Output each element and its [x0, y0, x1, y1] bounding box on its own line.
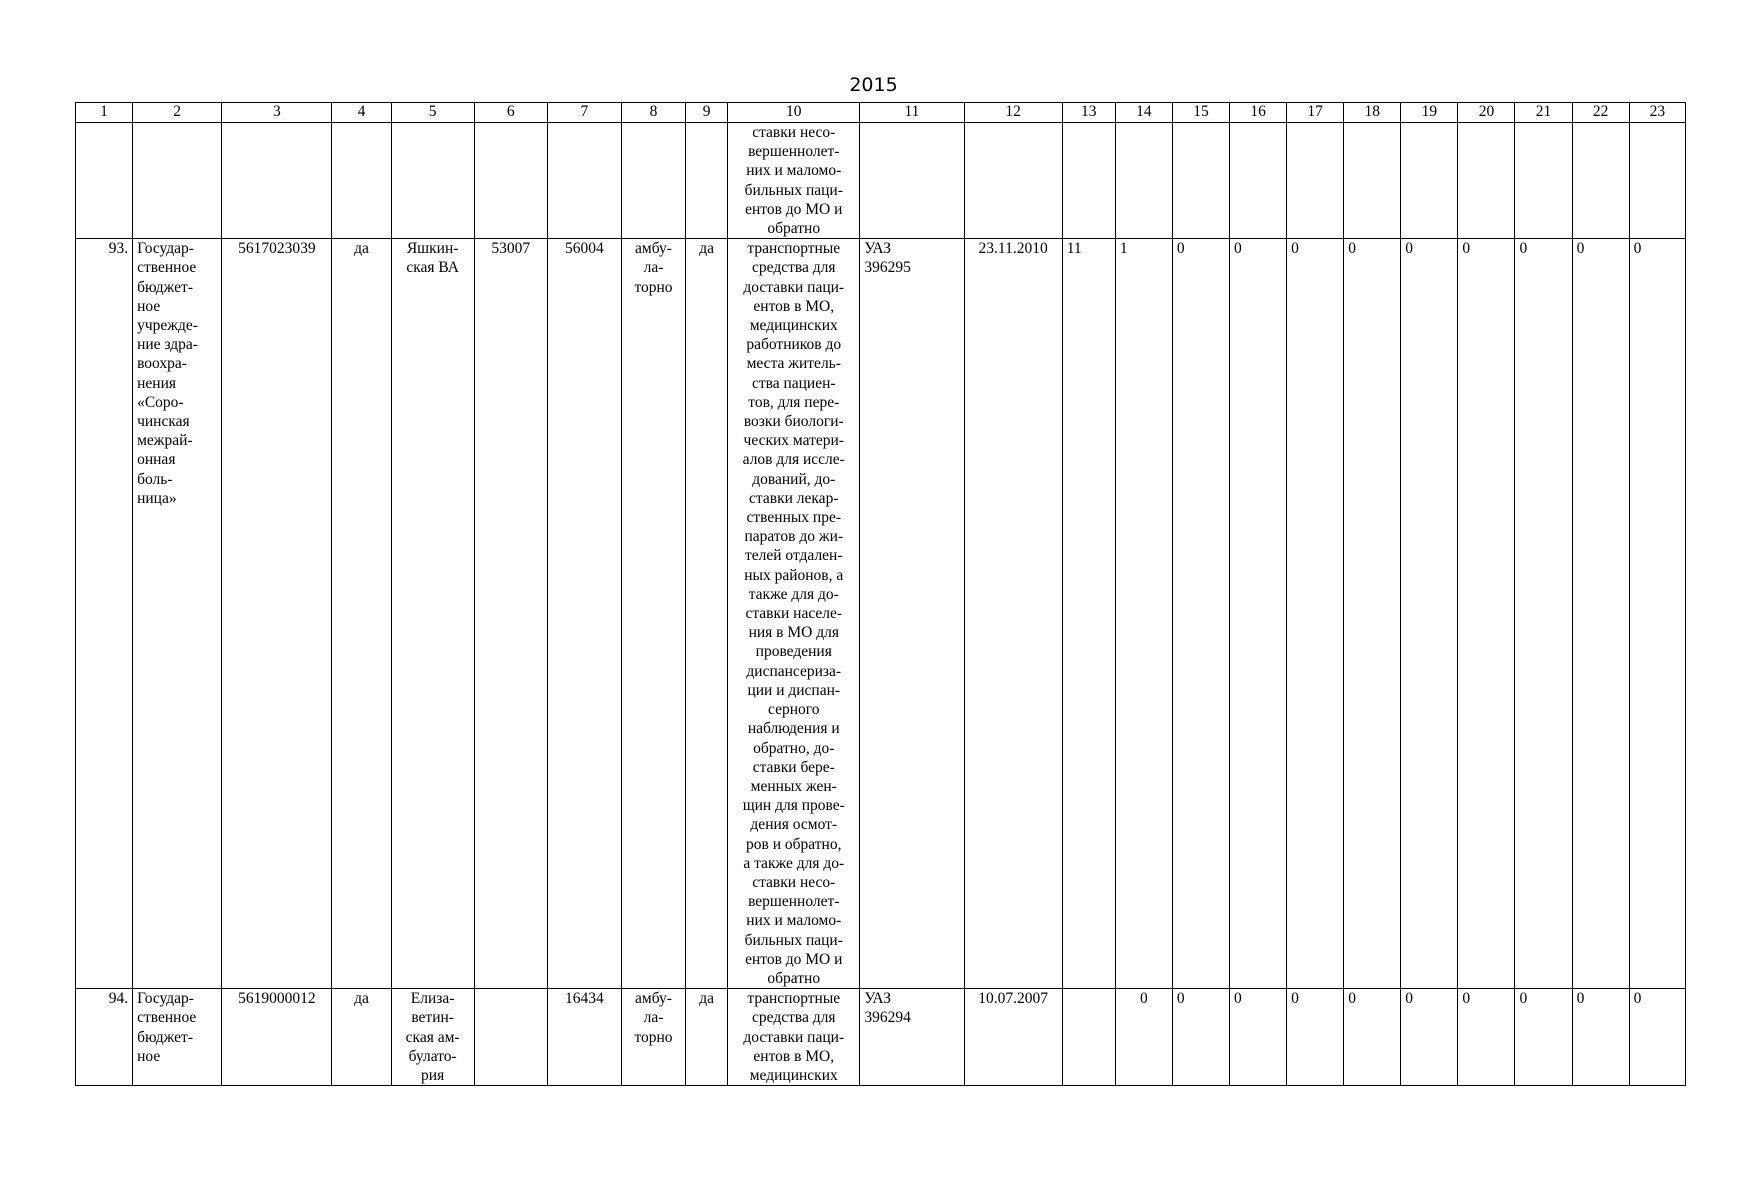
- table-row: [76, 989, 1686, 1086]
- vehicle-register-table: [75, 102, 1686, 1086]
- table-cell: [1115, 123, 1172, 239]
- value-cell: 0: [1287, 239, 1344, 989]
- value-cell: 0: [1629, 239, 1685, 989]
- value-cell: 0: [1172, 989, 1229, 1086]
- column-header: 11: [860, 103, 964, 123]
- value-cell: 0: [1230, 239, 1287, 989]
- table-cell: [1572, 123, 1629, 239]
- continuation-row: [76, 123, 1686, 239]
- value-cell: 0: [1572, 239, 1629, 989]
- table-cell: [1287, 123, 1344, 239]
- flag-cell: да: [686, 239, 728, 989]
- value-cell: 0: [1515, 989, 1572, 1086]
- column-header: 10: [728, 103, 860, 123]
- inn-cell: 5619000012: [222, 989, 332, 1086]
- value-cell: 0: [1629, 989, 1685, 1086]
- table-cell: [1515, 123, 1572, 239]
- table-cell: [76, 123, 133, 239]
- table-cell: [1629, 123, 1685, 239]
- value-cell: 1: [1115, 239, 1172, 989]
- value-cell: 0: [1287, 989, 1344, 1086]
- row-number: 93.: [76, 239, 133, 989]
- table-cell: [133, 123, 222, 239]
- vehicle-cell: УАЗ 396294: [860, 989, 964, 1086]
- date-cell: 23.11.2010: [964, 239, 1062, 989]
- value-cell: 11: [1062, 239, 1115, 989]
- row-number: 94.: [76, 989, 133, 1086]
- column-header: 9: [686, 103, 728, 123]
- column-header: 8: [621, 103, 685, 123]
- care-type-cell: амбу- ла- торно: [621, 989, 685, 1086]
- column-header: 21: [1515, 103, 1572, 123]
- table-cell: [621, 123, 685, 239]
- vehicle-cell: УАЗ 396295: [860, 239, 964, 989]
- value-cell: 0: [1572, 989, 1629, 1086]
- care-type-cell: амбу- ла- торно: [621, 239, 685, 989]
- value-cell: 0: [1458, 239, 1515, 989]
- table-cell: [547, 123, 621, 239]
- value-cell: 0: [1230, 989, 1287, 1086]
- flag-cell: да: [332, 239, 391, 989]
- table-cell: [860, 123, 964, 239]
- code-cell: 53007: [474, 239, 547, 989]
- value-cell: 0: [1172, 239, 1229, 989]
- organization-cell: Государ- ственное бюджет- ное: [133, 989, 222, 1086]
- table-cell: [686, 123, 728, 239]
- table-cell: [1344, 123, 1401, 239]
- table-cell: [391, 123, 474, 239]
- value-cell: 0: [1344, 989, 1401, 1086]
- organization-cell: Государ- ственное бюджет- ное учрежде- ние здра- воохра- нения «Соро- чинская межрай- онная боль- ница»: [133, 239, 222, 989]
- table-cell: [1401, 123, 1458, 239]
- column-header: 2: [133, 103, 222, 123]
- table-cell: [964, 123, 1062, 239]
- table-cell: [474, 123, 547, 239]
- column-header: 14: [1115, 103, 1172, 123]
- column-header: 15: [1172, 103, 1229, 123]
- purpose-cell: ставки несо- вершеннолет- них и маломо- бильных паци- ентов до МО и обратно: [728, 123, 860, 239]
- code-cell: 56004: [547, 239, 621, 989]
- table-cell: [1458, 123, 1515, 239]
- value-cell: 0: [1515, 239, 1572, 989]
- column-header: 17: [1287, 103, 1344, 123]
- column-header: 16: [1230, 103, 1287, 123]
- column-header: 5: [391, 103, 474, 123]
- column-header: 22: [1572, 103, 1629, 123]
- column-header: 1: [76, 103, 133, 123]
- column-header: 4: [332, 103, 391, 123]
- flag-cell: да: [686, 989, 728, 1086]
- column-header: 20: [1458, 103, 1515, 123]
- table-cell: [1230, 123, 1287, 239]
- value-cell: 0: [1458, 989, 1515, 1086]
- value-cell: 0: [1115, 989, 1172, 1086]
- table-cell: [1172, 123, 1229, 239]
- column-header: 18: [1344, 103, 1401, 123]
- purpose-cell: транспортные средства для доставки паци- ентов в МО, медицинских работников до места житель- ства пациен- тов, для пере- возки биологи- ческих матери- алов для иссле- дований, до- ставки лекар- ственных пре- паратов до жи- телей отдален- ных районов, а также для до- ставки населе- ния в МО для проведения диспансериза- ции и диспан- серного наблюдения и обратно, до- ставки бере- менных жен- щин для прове- дения осмот- ров и обратно, а также для до- ставки несо- вершеннолет- них и маломо- бильных паци- ентов до МО и обратно: [728, 239, 860, 989]
- purpose-cell: транспортные средства для доставки паци- ентов в МО, медицинских: [728, 989, 860, 1086]
- division-cell: Яшкин- ская ВА: [391, 239, 474, 989]
- column-header: 3: [222, 103, 332, 123]
- column-header: 23: [1629, 103, 1685, 123]
- table-cell: [222, 123, 332, 239]
- code-cell: 16434: [547, 989, 621, 1086]
- table-cell: [1062, 123, 1115, 239]
- page-number: 2015: [849, 74, 898, 96]
- date-cell: 10.07.2007: [964, 989, 1062, 1086]
- column-header: 12: [964, 103, 1062, 123]
- column-header: 6: [474, 103, 547, 123]
- code-cell: [474, 989, 547, 1086]
- value-cell: 0: [1401, 239, 1458, 989]
- value-cell: 0: [1344, 239, 1401, 989]
- flag-cell: да: [332, 989, 391, 1086]
- table-cell: [332, 123, 391, 239]
- value-cell: [1062, 989, 1115, 1086]
- table-row: [76, 239, 1686, 989]
- column-header: 13: [1062, 103, 1115, 123]
- value-cell: 0: [1401, 989, 1458, 1086]
- column-header: 7: [547, 103, 621, 123]
- column-header: 19: [1401, 103, 1458, 123]
- column-number-row: [76, 103, 1686, 123]
- inn-cell: 5617023039: [222, 239, 332, 989]
- division-cell: Елиза- ветин- ская ам- булато- рия: [391, 989, 474, 1086]
